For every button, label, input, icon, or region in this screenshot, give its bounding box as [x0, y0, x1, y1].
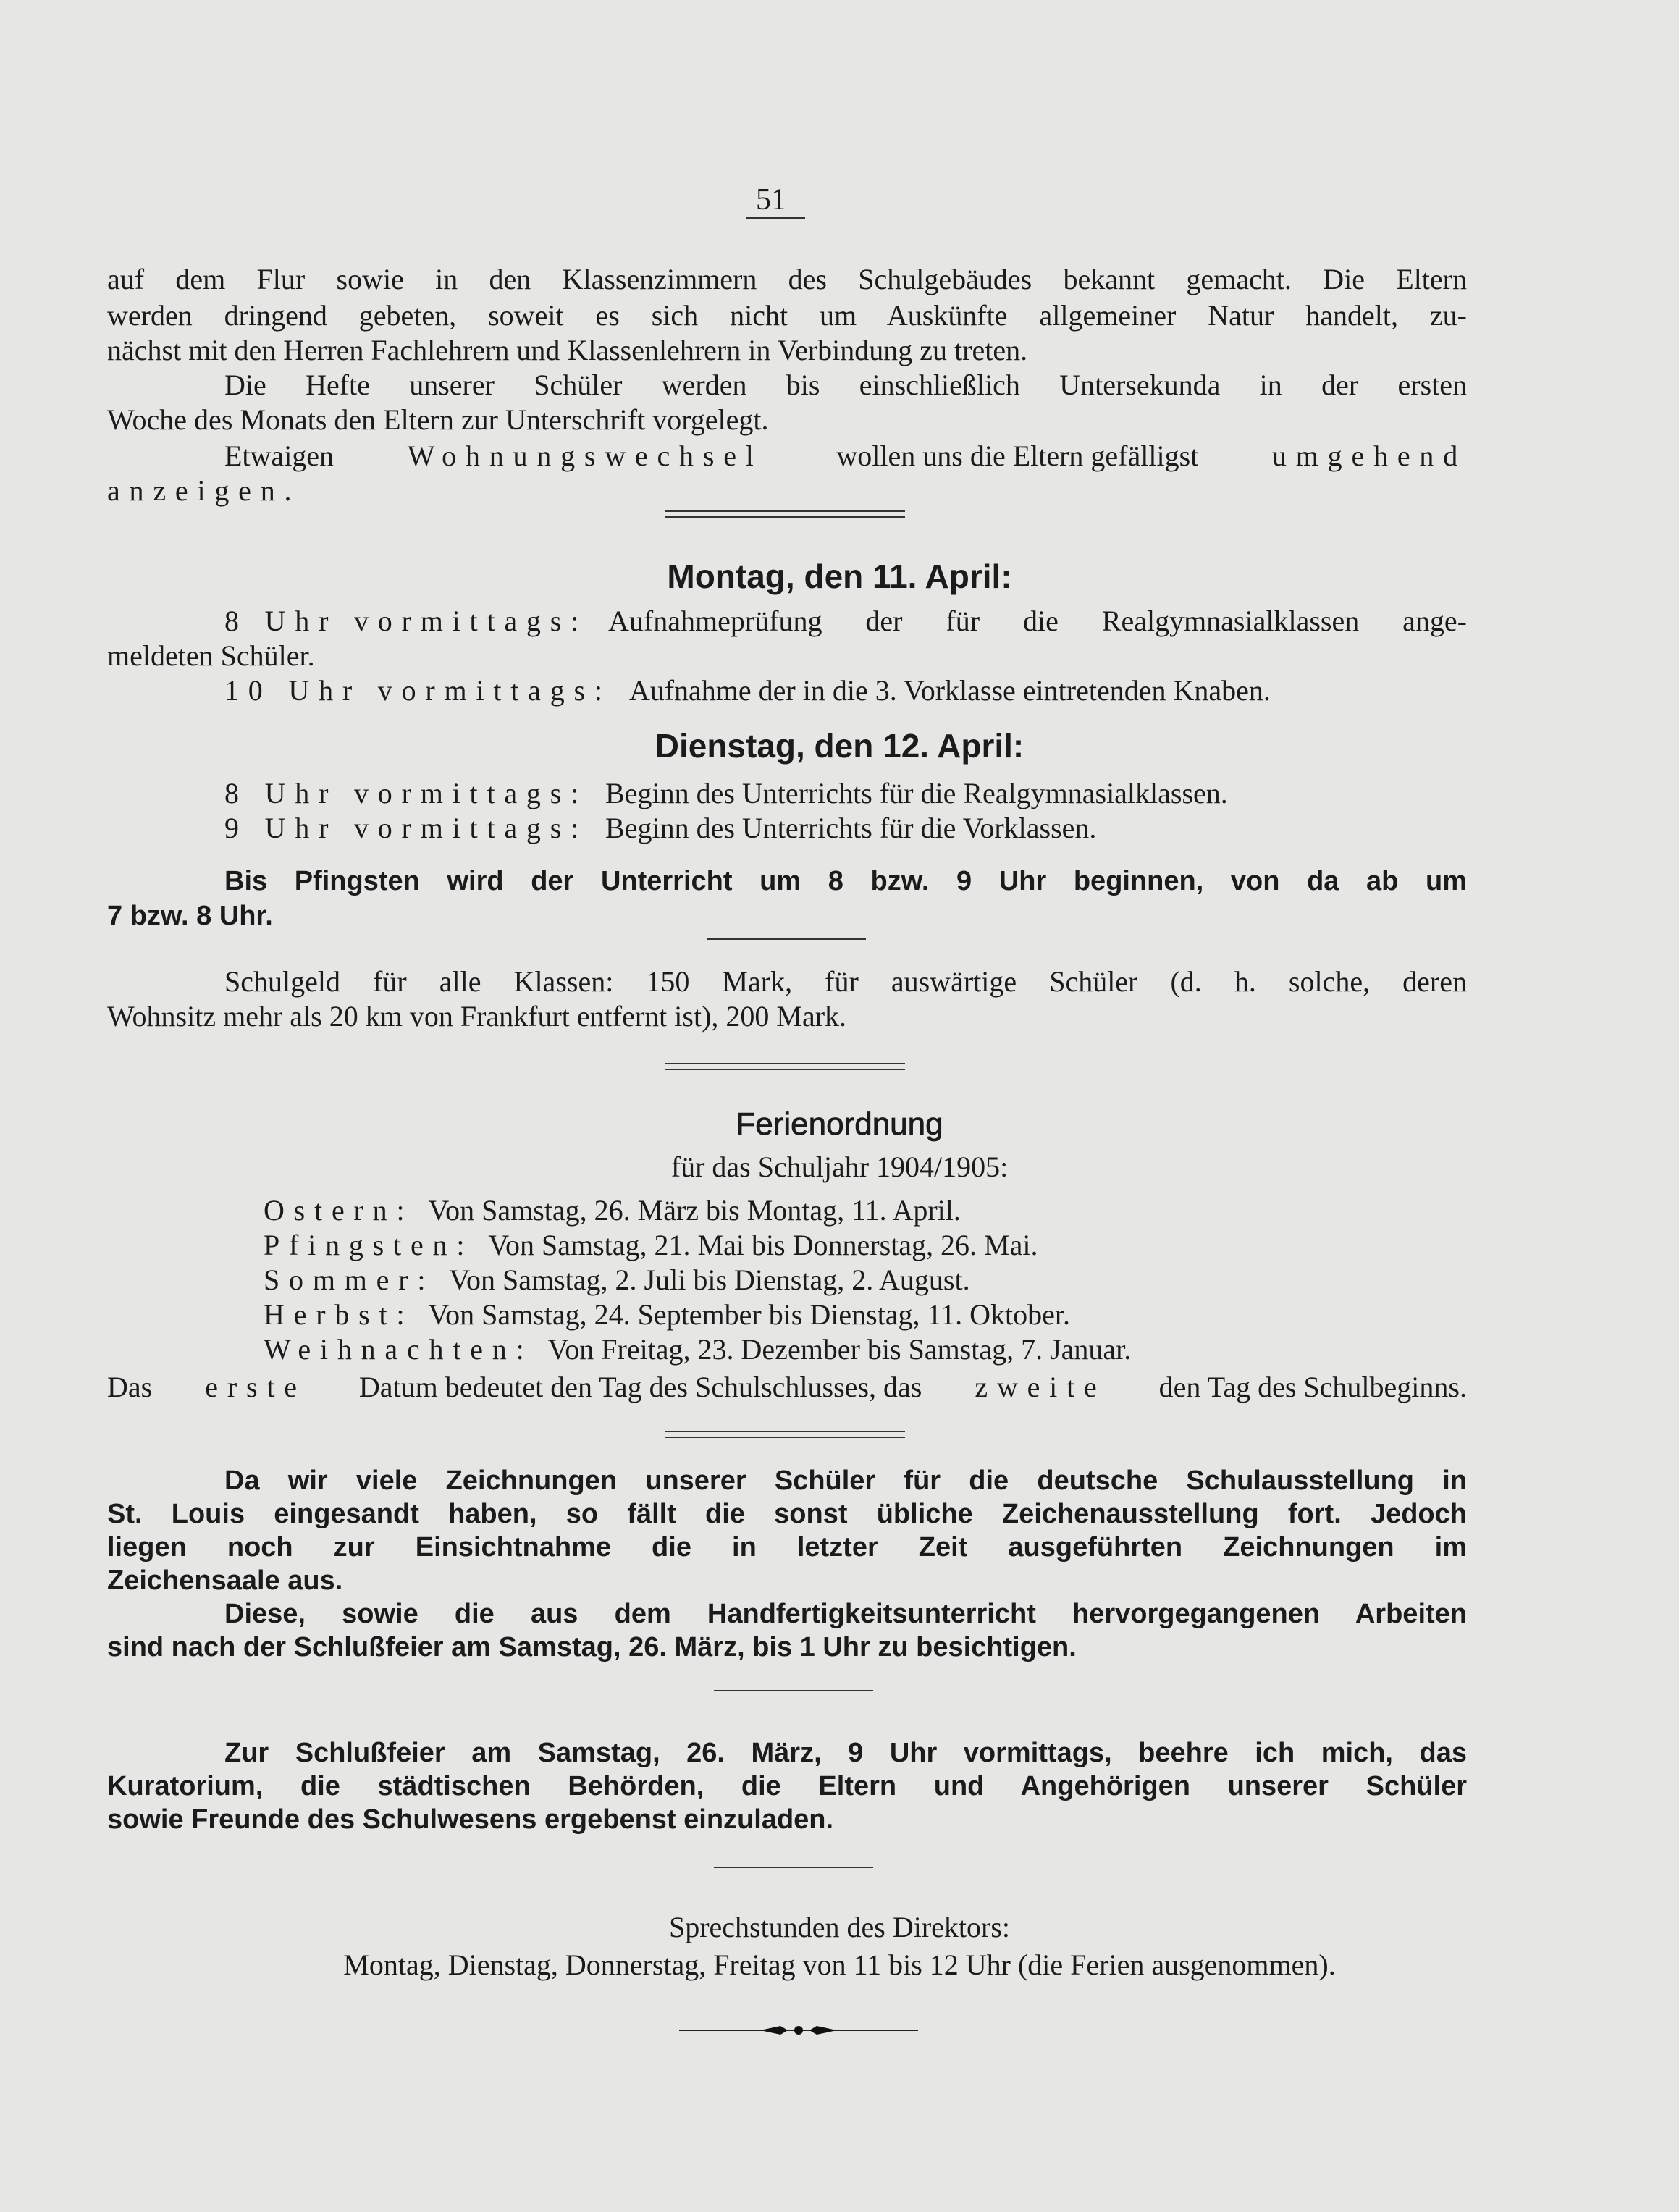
hefte-line-2: Woche des Monats den Eltern zur Unterschrift vorgelegt.: [107, 403, 769, 436]
wohn-text-b: Wohnungswechsel: [407, 440, 763, 472]
montag-item-2: [224, 673, 1271, 708]
ferien-note: [107, 1370, 1467, 1405]
ferien-note-d: zweite: [975, 1371, 1106, 1403]
hefte-line-1: Die Hefte unserer Schüler werden bis einschließlich Untersekunda in der ersten: [224, 369, 1467, 401]
ferien-item-pfingsten: [264, 1228, 1038, 1263]
ferien-subheading: für das Schuljahr 1904/1905:: [670, 1151, 1009, 1183]
wohn-text-a: Etwaigen: [224, 440, 334, 472]
ornament-divider: [679, 2022, 918, 2039]
intro-line-3: nächst mit den Herren Fachlehrern und Klassenlehrern in Verbindung zu treten.: [107, 334, 1028, 366]
schulgeld-line-1: Schulgeld für alle Klassen: 150 Mark, für auswärtige Schüler (d. h. solche, deren: [224, 965, 1467, 998]
dienstag-item-2: [224, 811, 1096, 846]
montag-item-1-cont: meldeten Schüler.: [107, 639, 315, 672]
dienstag-item-1: [224, 776, 1228, 811]
divider-3: [714, 1867, 873, 1868]
wohn-text-d: umgehend: [1271, 440, 1467, 472]
montag-item-1: [224, 604, 1467, 639]
ferien-herbst-text: Von Samstag, 24. September bis Dienstag, 11. Oktober.: [428, 1298, 1070, 1331]
pfingsten-note-line-2: 7 bzw. 8 Uhr.: [107, 901, 273, 931]
ferien-ostern-name: Ostern:: [264, 1194, 414, 1227]
divider-double-top: [665, 510, 905, 512]
ferien-item-weihnachten: [264, 1332, 1131, 1367]
zeichnungen-line-3: liegen noch zur Einsichtnahme die in letzter Zeit ausgeführten Zeichnungen im: [107, 1532, 1467, 1563]
schulgeld-line-2: Wohnsitz mehr als 20 km von Frankfurt entfernt ist), 200 Mark.: [107, 1000, 847, 1033]
zeichnungen-line-1: Da wir viele Zeichnungen unserer Schüler für die deutsche Schulausstellung in: [224, 1465, 1467, 1496]
ferien-item-sommer: [264, 1263, 970, 1298]
ferien-heading: Ferienordnung: [736, 1106, 943, 1142]
montag-item-1-time: 8 Uhr vormittags:: [224, 605, 589, 637]
ferien-note-a: Das: [107, 1371, 153, 1403]
dienstag-item-2-text: Beginn des Unterrichts für die Vorklassen.: [605, 812, 1097, 844]
montag-item-1-text: Aufnahmeprüfung der für die Realgymnasialklassen ange-: [608, 605, 1467, 637]
ferien-note-c: Datum bedeutet den Tag des Schulschlusses, das: [358, 1371, 922, 1403]
page-number: 51: [756, 183, 786, 216]
divider-2: [714, 1690, 873, 1691]
page-number-underline: [746, 217, 805, 219]
ferien-sommer-text: Von Samstag, 2. Juli bis Dienstag, 2. August.: [449, 1263, 970, 1296]
divider-1: [707, 938, 866, 940]
intro-line-1: auf dem Flur sowie in den Klassenzimmern des Schulgebäudes bekannt gemacht. Die Eltern: [107, 263, 1467, 295]
ferien-item-herbst: [264, 1298, 1070, 1332]
montag-item-2-text: Aufnahme der in die 3. Vorklasse eintretenden Knaben.: [628, 674, 1271, 707]
divider-double-3-bottom: [665, 1437, 905, 1438]
schlussfeier-line-1: Zur Schlußfeier am Samstag, 26. März, 9 Uhr vormittags, beehre ich mich, das: [224, 1738, 1467, 1768]
ferien-herbst-name: Herbst:: [264, 1298, 414, 1331]
montag-heading: Montag, den 11. April:: [667, 558, 1012, 595]
dienstag-item-1-text: Beginn des Unterrichts für die Realgymnasialklassen.: [605, 777, 1228, 809]
zeichnungen-line-6: sind nach der Schlußfeier am Samstag, 26. März, bis 1 Uhr zu besichtigen.: [107, 1632, 1077, 1662]
ferien-pfingsten-text: Von Samstag, 21. Mai bis Donnerstag, 26. Mai.: [488, 1229, 1038, 1261]
ferien-pfingsten-name: Pfingsten:: [264, 1229, 474, 1261]
divider-double-2-top: [665, 1063, 905, 1064]
ferien-note-e: den Tag des Schulbeginns.: [1158, 1371, 1467, 1403]
ferien-note-b: erste: [205, 1371, 306, 1403]
ferien-ostern-text: Von Samstag, 26. März bis Montag, 11. April.: [428, 1194, 961, 1227]
dienstag-heading: Dienstag, den 12. April:: [655, 727, 1024, 765]
dienstag-item-2-time: 9 Uhr vormittags:: [224, 812, 589, 844]
ferien-sommer-name: Sommer:: [264, 1263, 435, 1296]
divider-double-2-bottom: [665, 1069, 905, 1070]
sprechstunden-title: Sprechstunden des Direktors:: [668, 1911, 1010, 1943]
dienstag-item-1-time: 8 Uhr vormittags:: [224, 777, 589, 809]
pfingsten-note-line-1: Bis Pfingsten wird der Unterricht um 8 bzw. 9 Uhr beginnen, von da ab um: [224, 866, 1467, 896]
zeichnungen-line-4: Zeichensaale aus.: [107, 1565, 343, 1596]
schlussfeier-line-3: sowie Freunde des Schulwesens ergebenst einzuladen.: [107, 1804, 834, 1835]
wohn-text-e: anzeigen.: [107, 474, 301, 507]
montag-item-2-time: 10 Uhr vormittags:: [224, 674, 612, 707]
intro-line-2: werden dringend gebeten, soweit es sich nicht um Auskünfte allgemeiner Natur handelt, zu-: [107, 299, 1467, 332]
divider-double-3-top: [665, 1431, 905, 1432]
wohn-text-c: wollen uns die Eltern gefälligst: [836, 440, 1199, 472]
ferien-weihnachten-text: Von Freitag, 23. Dezember bis Samstag, 7. Januar.: [547, 1333, 1132, 1366]
ferien-item-ostern: [264, 1193, 961, 1228]
zeichnungen-line-5: Diese, sowie die aus dem Handfertigkeitsunterricht hervorgegangenen Arbeiten: [224, 1599, 1467, 1629]
divider-double-bottom: [665, 516, 905, 518]
sprechstunden-times: Montag, Dienstag, Donnerstag, Freitag von 11 bis 12 Uhr (die Ferien ausgenommen).: [343, 1948, 1336, 1981]
schlussfeier-line-2: Kuratorium, die städtischen Behörden, die Eltern und Angehörigen unserer Schüler: [107, 1771, 1467, 1801]
wohnungswechsel-line: [224, 439, 1467, 474]
zeichnungen-line-2: St. Louis eingesandt haben, so fällt die sonst übliche Zeichenausstellung fort. Jedoch: [107, 1499, 1467, 1529]
ferien-weihnachten-name: Weihnachten:: [264, 1333, 534, 1366]
